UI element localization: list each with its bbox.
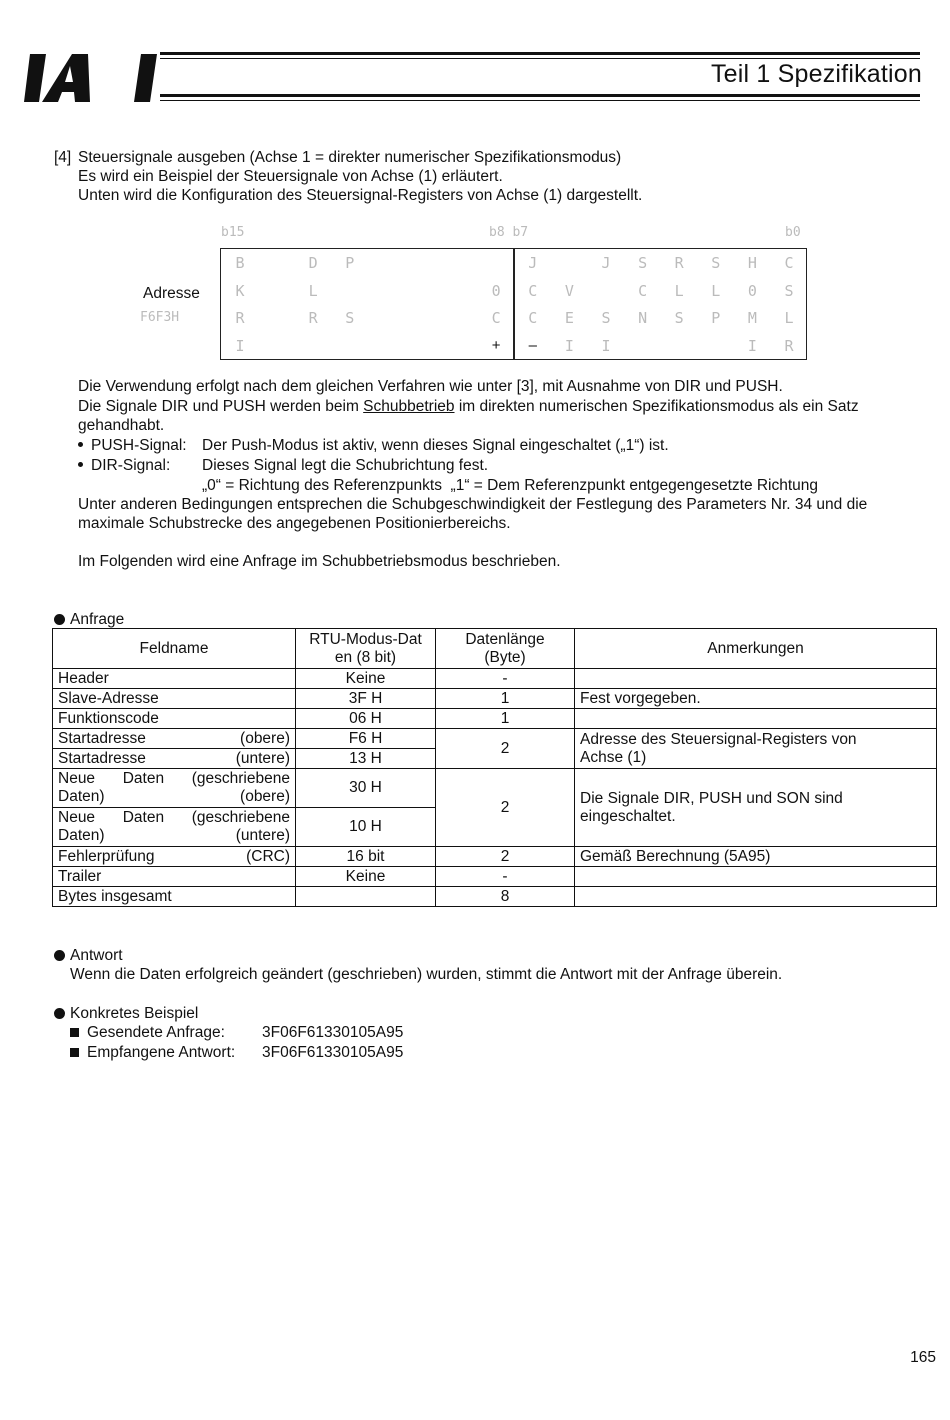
cell-word: Daten <box>122 770 165 787</box>
cell-rtu: F6 H <box>296 729 436 749</box>
dir-signal-item <box>78 456 170 475</box>
table-row <box>53 887 937 907</box>
iai-logo <box>24 46 164 106</box>
register-bit-cell: R <box>784 336 794 355</box>
section-heading: Steuersignale ausgeben (Achse 1 = direkter numerischer Spezifikationsmodus) <box>78 149 622 166</box>
bullet-square-icon <box>70 1048 79 1057</box>
paragraph-usage: Die Verwendung erfolgt nach dem gleichen Verfahren wie unter [3], mit Ausnahme von DIR und PUSH. <box>78 378 783 395</box>
col-header-laenge-2: (Byte) <box>484 648 526 666</box>
register-bit-cell: S <box>638 254 648 272</box>
dir-signal-text: Dieses Signal legt die Schubrichtung fest. <box>202 457 489 474</box>
cell-len: - <box>436 669 575 689</box>
cell-note <box>575 867 937 887</box>
cell-note <box>575 887 937 907</box>
paragraph-conditions-2: maximale Schubstrecke des angegebenen Positionierbereichs. <box>78 515 511 532</box>
push-signal-item <box>78 436 187 455</box>
cell-name: Trailer <box>53 867 296 887</box>
register-bit-cell: R <box>674 254 684 272</box>
response-heading-text: Antwort <box>70 947 123 964</box>
register-bit-cell: C <box>638 281 648 300</box>
cell-len: 2 <box>436 847 575 867</box>
cell-len: 1 <box>436 689 575 709</box>
register-bit-cell: N <box>638 309 648 327</box>
register-bit-cell: S <box>674 309 684 327</box>
example-sent-value: 3F06F61330105A95 <box>262 1024 404 1041</box>
cell-rtu: 10 H <box>296 808 436 847</box>
register-bit-cell: D <box>308 254 318 272</box>
cell-note: Fest vorgegeben. <box>575 689 937 709</box>
register-bit-cell: C <box>491 309 501 327</box>
cell-name <box>53 847 296 867</box>
register-bit-cell: S <box>345 309 355 327</box>
cell-name <box>53 808 296 847</box>
cell-rtu: 3F H <box>296 689 436 709</box>
cell-note <box>575 769 937 847</box>
register-bit-cell: L <box>674 281 684 300</box>
cell-len: 8 <box>436 887 575 907</box>
cell-note <box>575 669 937 689</box>
register-bit-cell: V <box>564 281 574 300</box>
register-bit-cell: S <box>784 281 794 300</box>
cell-name-qualifier: (obere) <box>240 788 290 805</box>
bit-label-b15: b15 <box>221 225 245 240</box>
register-bit-cell: 0 <box>747 281 757 300</box>
bullet-dot-icon <box>78 442 83 447</box>
register-bit-cell: 0 <box>491 281 501 300</box>
register-bit-cell: P <box>345 254 355 272</box>
response-text: Wenn die Daten erfolgreich geändert (geschrieben) wurden, stimmt die Antwort mit der Anfrage überein. <box>70 966 783 983</box>
example-received-label: Empfangene Antwort: <box>87 1044 236 1061</box>
paragraph-dir-push-a: Die Signale DIR und PUSH werden beim <box>78 398 364 415</box>
cell-word: Daten) <box>58 788 105 805</box>
register-bit-cell: – <box>528 336 537 354</box>
cell-name <box>53 769 296 808</box>
table-row <box>53 867 937 887</box>
cell-rtu: 13 H <box>296 749 436 769</box>
bullet-circle-icon <box>54 950 65 961</box>
dir-signal-label: DIR-Signal: <box>91 457 171 474</box>
cell-rtu <box>296 887 436 907</box>
cell-word: Neue <box>58 809 96 826</box>
bullet-circle-icon <box>54 614 65 625</box>
header-rule-top <box>160 52 920 55</box>
cell-name-qualifier: (untere) <box>235 827 290 844</box>
bit-label-b8-b7: b8 b7 <box>489 225 529 240</box>
register-bit-cell: P <box>711 309 721 327</box>
section-line-2: Es wird ein Beispiel der Steuersignale von Achse (1) erläutert. <box>78 168 503 185</box>
paragraph-dir-push-c: gehandhabt. <box>78 417 165 434</box>
bullet-dot-icon <box>78 462 83 467</box>
cell-note-line-2: Achse (1) <box>580 748 647 766</box>
request-heading <box>54 610 124 629</box>
cell-word: (geschriebene <box>191 809 290 826</box>
cell-len: - <box>436 867 575 887</box>
paragraph-dir-push <box>78 397 859 416</box>
header-rule-bottom-thin <box>160 100 920 101</box>
cell-rtu: 06 H <box>296 709 436 729</box>
register-bit-cell: C <box>528 309 538 327</box>
cell-note-line-2: eingeschaltet. <box>580 807 676 825</box>
cell-note <box>575 729 937 769</box>
cell-len: 1 <box>436 709 575 729</box>
table-row <box>53 709 937 729</box>
example-received-value: 3F06F61330105A95 <box>262 1044 404 1061</box>
register-bit-cell: I <box>747 336 757 355</box>
bullet-square-icon <box>70 1028 79 1037</box>
dir-signal-values: „0“ = Richtung des Referenzpunkts „1“ = Dem Referenzpunkt entgegengesetzte Richtung <box>202 477 819 494</box>
request-heading-text: Anfrage <box>70 611 125 628</box>
table-row <box>53 769 937 808</box>
header-rule-bottom <box>160 94 920 97</box>
address-label: Adresse <box>143 285 200 302</box>
bit-label-b0: b0 <box>785 225 801 240</box>
register-bit-cell: E <box>564 309 574 327</box>
register-bit-cell: J <box>601 254 611 272</box>
table-row <box>53 729 937 749</box>
table-row <box>53 669 937 689</box>
example-heading-text: Konkretes Beispiel <box>70 1005 199 1022</box>
page-title: Teil 1 Spezifikation <box>710 60 922 88</box>
example-received <box>70 1043 235 1062</box>
cell-name-qualifier: (obere) <box>240 729 290 747</box>
col-header-laenge-1: Datenlänge <box>465 630 545 648</box>
col-header-anmerkungen: Anmerkungen <box>575 629 937 669</box>
cell-name <box>53 729 296 749</box>
cell-rtu: Keine <box>296 867 436 887</box>
register-bit-cell: H <box>747 254 757 272</box>
paragraph-conditions-1: Unter anderen Bedingungen entsprechen die Schubgeschwindigkeit der Festlegung des Parameters Nr. 34 und die <box>78 496 868 513</box>
cell-name: Bytes insgesamt <box>53 887 296 907</box>
register-bit-cell: S <box>601 309 611 327</box>
col-header-rtu-1: RTU-Modus-Dat <box>309 630 422 648</box>
register-bit-cell: C <box>528 281 538 300</box>
register-bit-cell: J <box>528 254 538 272</box>
example-sent-label: Gesendete Anfrage: <box>87 1024 225 1041</box>
register-bit-cell: R <box>308 309 318 327</box>
table-row <box>53 847 937 867</box>
cell-rtu: 16 bit <box>296 847 436 867</box>
cell-note-line-1: Adresse des Steuersignal-Registers von <box>580 730 857 748</box>
cell-word: Neue <box>58 770 96 787</box>
cell-name <box>53 749 296 769</box>
register-bit-cell: L <box>308 281 318 300</box>
cell-note-line-1: Die Signale DIR, PUSH und SON sind <box>580 789 843 807</box>
col-header-feldname: Feldname <box>53 629 296 669</box>
cell-rtu: 30 H <box>296 769 436 808</box>
cell-word: (geschriebene <box>191 770 290 787</box>
register-bit-cell: L <box>711 281 721 300</box>
cell-note <box>575 709 937 729</box>
response-heading <box>54 946 123 965</box>
col-header-rtu-2: en (8 bit) <box>334 648 397 666</box>
section-line-3: Unten wird die Konfiguration des Steuersignal-Registers von Achse (1) dargestellt. <box>78 187 643 204</box>
address-value: F6F3H <box>140 310 180 325</box>
register-bit-cell: L <box>784 309 794 327</box>
table-header-row <box>53 629 937 669</box>
register-bit-cell: R <box>235 309 245 327</box>
table-row <box>53 689 937 709</box>
cell-word: Daten) <box>58 827 105 844</box>
bullet-circle-icon <box>54 1008 65 1019</box>
header-rule-top-thin <box>160 58 920 59</box>
cell-name-text: Startadresse <box>58 729 146 747</box>
register-bit-cell: M <box>747 309 757 327</box>
page-number: 165 <box>910 1349 936 1366</box>
cell-name: Header <box>53 669 296 689</box>
cell-name: Funktionscode <box>53 709 296 729</box>
cell-name: Slave-Adresse <box>53 689 296 709</box>
section-number: [4] <box>54 149 72 166</box>
request-table <box>52 628 937 907</box>
cell-name-text: Fehlerprüfung <box>58 847 155 865</box>
col-header-rtu <box>296 629 436 669</box>
register-bit-cell: I <box>564 336 574 355</box>
register-bit-cell: K <box>235 281 245 300</box>
push-signal-label: PUSH-Signal: <box>91 437 187 454</box>
cell-name-qualifier: (untere) <box>235 749 290 767</box>
register-bit-cell: B <box>235 254 245 272</box>
paragraph-dir-push-b: im direkten numerischen Spezifikationsmodus als ein Satz <box>454 398 859 415</box>
register-bit-cell: I <box>601 336 611 355</box>
register-bit-cell: S <box>711 254 721 272</box>
example-heading <box>54 1004 198 1023</box>
cell-note: Gemäß Berechnung (5A95) <box>575 847 937 867</box>
push-signal-text: Der Push-Modus ist aktiv, wenn dieses Signal eingeschaltet („1“) ist. <box>202 437 669 454</box>
paragraph-request-intro: Im Folgenden wird eine Anfrage im Schubbetriebsmodus beschrieben. <box>78 553 561 570</box>
cell-len: 2 <box>436 769 575 847</box>
col-header-laenge <box>436 629 575 669</box>
cell-word: Daten <box>122 809 165 826</box>
cell-len: 2 <box>436 729 575 769</box>
register-bit-cell: C <box>784 254 794 272</box>
example-sent <box>70 1023 225 1042</box>
cell-rtu: Keine <box>296 669 436 689</box>
register-bit-cell: I <box>235 336 245 355</box>
cell-name-qualifier: (CRC) <box>246 847 290 865</box>
schubbetrieb-term: Schubbetrieb <box>363 398 455 415</box>
register-bit-cell: + <box>491 336 501 354</box>
cell-name-text: Startadresse <box>58 749 146 767</box>
